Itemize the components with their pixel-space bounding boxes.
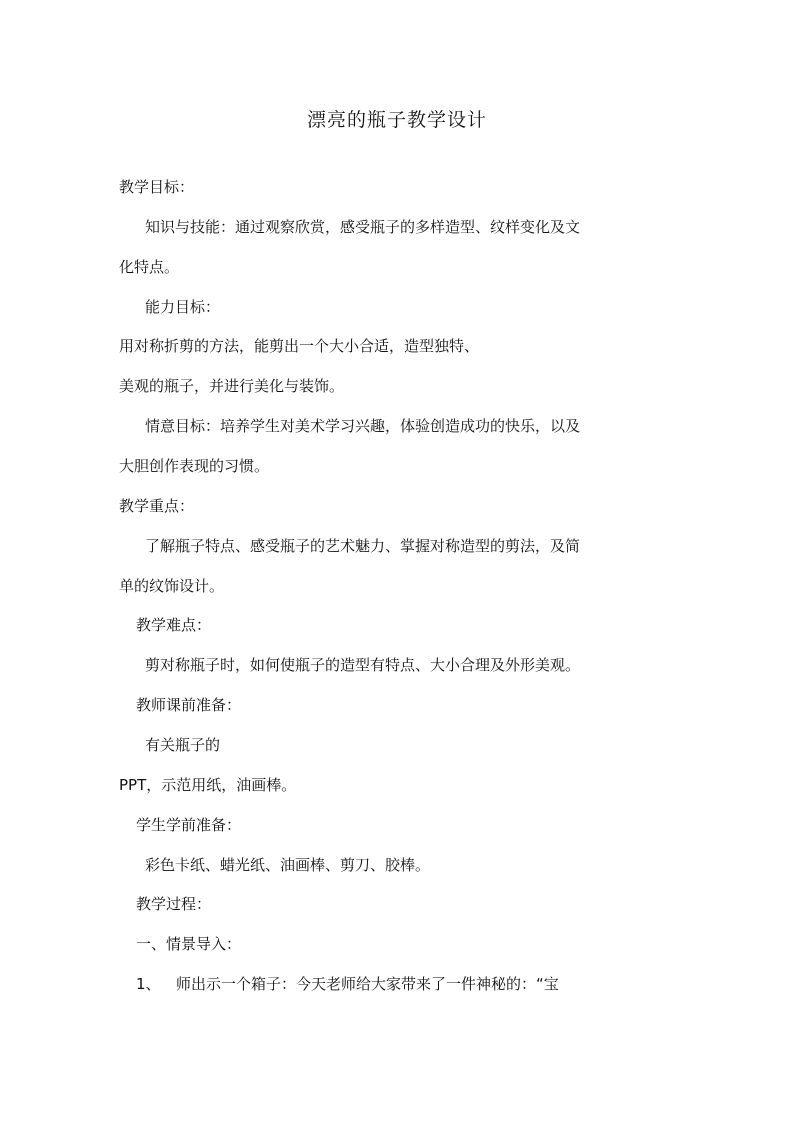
- paragraph-emotion-goals: 情意目标：培养学生对美术学习兴趣，体验创造成功的快乐，以及: [145, 417, 581, 435]
- paragraph-ability-1: 用对称折剪的方法，能剪出一个大小合适，造型独特、: [119, 337, 480, 355]
- paragraph-student-prep: 彩色卡纸、蜡光纸、油画棒、剪刀、胶棒。: [145, 856, 431, 874]
- paragraph-key-points-cont: 单的纹饰设计。: [119, 577, 225, 595]
- paragraph-knowledge-skills-cont: 化特点。: [119, 258, 180, 276]
- paragraph-ability-2: 美观的瓶子，并进行美化与装饰。: [119, 377, 345, 395]
- heading-key-points: 教学重点：: [119, 497, 195, 515]
- paragraph-step-1: 师出示一个箱子：今天老师给大家带来了一件神秘的：“宝: [176, 975, 559, 993]
- heading-situation-intro: 一、情景导入：: [136, 935, 242, 953]
- heading-teacher-prep: 教师课前准备：: [136, 696, 242, 714]
- paragraph-emotion-goals-cont: 大胆创作表现的习惯。: [119, 457, 270, 475]
- paragraph-teacher-prep-2: PPT，示范用纸，油画棒。: [119, 776, 297, 794]
- paragraph-teacher-prep-1: 有关瓶子的: [145, 736, 221, 754]
- heading-difficulties: 教学难点：: [136, 616, 212, 634]
- heading-ability-goals: 能力目标：: [145, 298, 221, 316]
- paragraph-knowledge-skills: 知识与技能：通过观察欣赏，感受瓶子的多样造型、纹样变化及文: [145, 218, 581, 236]
- heading-teaching-process: 教学过程：: [136, 895, 212, 913]
- document-title: 漂亮的瓶子教学设计: [306, 109, 487, 131]
- list-number-1: 1、: [136, 975, 161, 993]
- paragraph-key-points: 了解瓶子特点、感受瓶子的艺术魅力、掌握对称造型的剪法，及简: [145, 537, 581, 555]
- paragraph-difficulties: 剪对称瓶子时，如何使瓶子的造型有特点、大小合理及外形美观。: [145, 656, 581, 674]
- heading-teaching-goals: 教学目标：: [119, 178, 195, 196]
- heading-student-prep: 学生学前准备：: [136, 816, 242, 834]
